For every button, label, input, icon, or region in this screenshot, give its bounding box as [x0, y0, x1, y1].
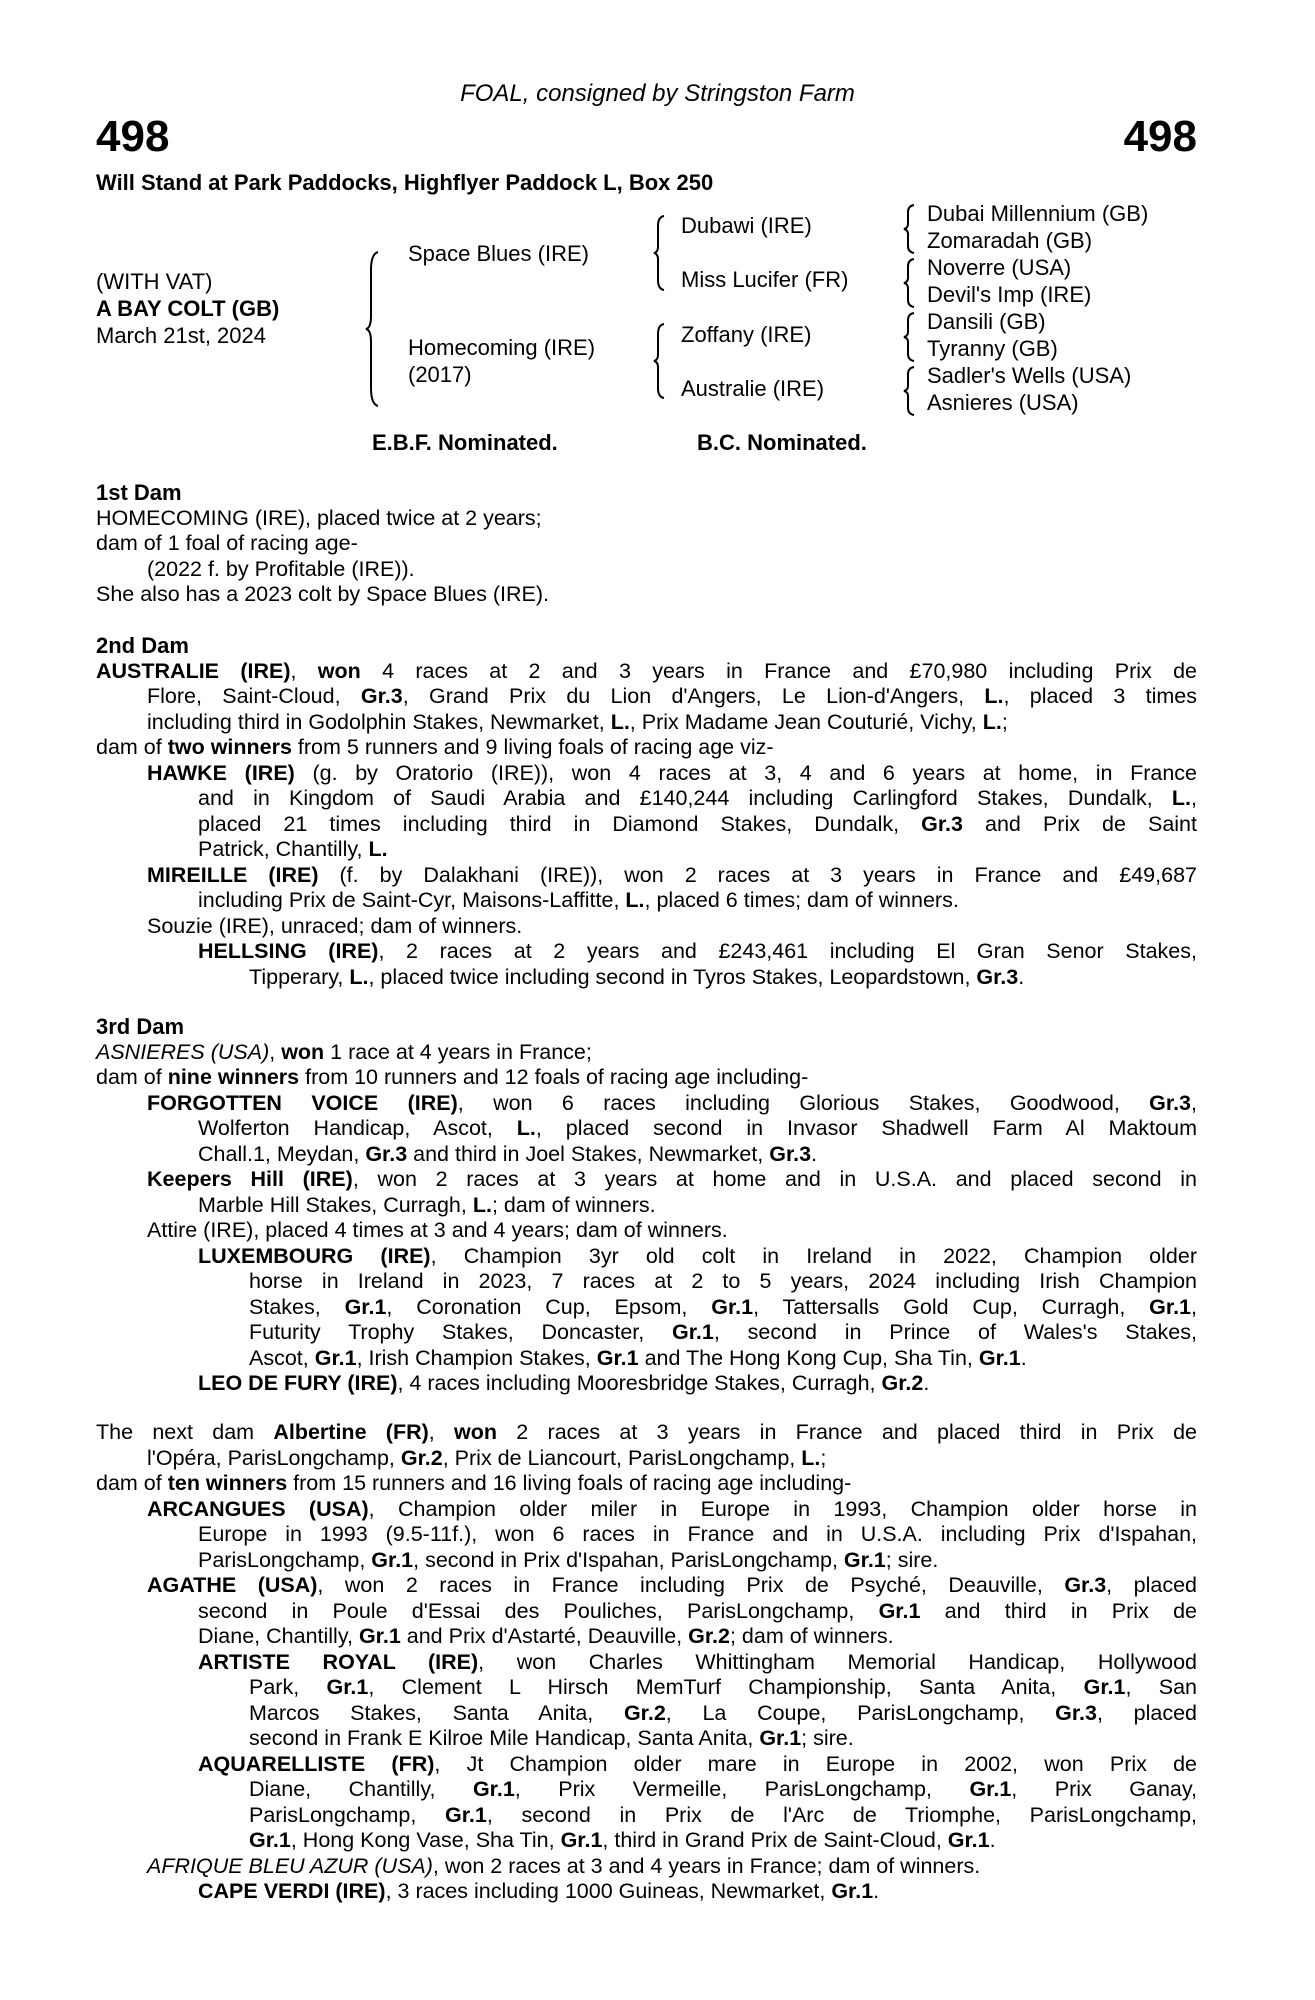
text-line — [96, 1471, 1197, 1497]
italic-text: ASNIERES (USA) — [96, 1039, 270, 1064]
dam: Homecoming (IRE) — [408, 335, 596, 360]
text-line — [96, 531, 1197, 557]
bold-text: Albertine (FR) — [273, 1420, 429, 1444]
text: , 2 races at 2 years and £243,461 including El Gran Senor Stakes, — [378, 939, 1197, 963]
pedigree-entry — [0, 1091, 1315, 1168]
brace-icon — [904, 258, 916, 308]
text: , second in Prix de l'Arc de Triomphe, ParisLongchamp, — [486, 1802, 1197, 1827]
bold-text: Gr.1 — [831, 1879, 874, 1903]
bold-text: Gr.1 — [560, 1828, 603, 1852]
text: Stakes, — [249, 1294, 345, 1319]
pedigree-entry — [0, 1854, 1315, 1880]
text: Europe in 1993 (9.5-11f.), won 6 races in France and in U.S.A. including Prix d'Ispahan, — [198, 1522, 1197, 1546]
text-line — [198, 1624, 1197, 1650]
text: , Irish Champion Stakes, — [356, 1345, 597, 1370]
text: dam of — [96, 1065, 168, 1089]
text-line — [147, 1218, 1197, 1244]
bold-text: ten winners — [167, 1471, 288, 1495]
text-line — [147, 710, 1197, 736]
great-grandparent: Dubai Millennium (GB) — [927, 201, 1149, 226]
bold-text: Gr.2 — [400, 1445, 443, 1470]
section-heading: 1st Dam — [96, 480, 182, 505]
text-line — [198, 1193, 1197, 1219]
text: , Clement L Hirsch MemTurf Championship, Santa Anita, — [368, 1675, 1084, 1699]
pedigree-entry — [0, 506, 1315, 532]
pedigree-entry — [0, 1879, 1315, 1905]
text: , Tattersalls Gold Cup, Curragh, — [753, 1294, 1150, 1319]
section-heading: 2nd Dam — [96, 633, 189, 658]
dam-year: (2017) — [408, 362, 472, 387]
bold-text: L. — [610, 709, 630, 734]
text: and Prix d'Astarté, Deauville, — [400, 1624, 689, 1648]
text: and The Hong Kong Cup, Sha Tin, — [638, 1345, 979, 1370]
great-grandparent: Dansili (GB) — [927, 309, 1046, 334]
pedigree-entry — [0, 1371, 1315, 1397]
text: , placed — [1096, 1700, 1197, 1725]
text: , won Charles Whittingham Memorial Handicap, Hollywood — [478, 1649, 1198, 1674]
bold-text: Gr.1 — [344, 1294, 387, 1319]
text: ; sire. — [885, 1547, 939, 1572]
text-line — [147, 1091, 1197, 1117]
great-grandparent: Tyranny (GB) — [927, 336, 1058, 361]
text-line — [198, 1650, 1197, 1676]
bold-text: Gr.3 — [365, 1141, 408, 1166]
text: Ascot, — [249, 1345, 315, 1370]
text: and Prix de Saint — [962, 811, 1197, 836]
pedigree-entry — [0, 1650, 1315, 1752]
text: , third in Grand Prix de Saint-Cloud, — [602, 1828, 948, 1852]
2nd-dam-section — [0, 633, 1315, 990]
bold-text: L. — [349, 964, 369, 989]
text: and third in Joel Stakes, Newmarket, — [407, 1141, 770, 1166]
bc-nomination: B.C. Nominated. — [697, 430, 867, 455]
text: , Prix de Liancourt, ParisLongchamp, — [442, 1445, 802, 1470]
text: The next dam — [96, 1420, 274, 1444]
bold-text: Gr.1 — [371, 1547, 414, 1572]
bold-text: Gr.1 — [596, 1345, 639, 1370]
text-line — [198, 1548, 1197, 1574]
text: (g. by Oratorio (IRE)), won 4 races at 3, 4 and 6 years at home, in France — [294, 760, 1197, 785]
text-line — [147, 1854, 1197, 1880]
text-line — [147, 914, 1197, 940]
text: ; — [820, 1445, 827, 1470]
great-grandparent: Noverre (USA) — [927, 255, 1072, 280]
text-line — [96, 506, 1197, 532]
text: Tipperary, — [249, 964, 350, 989]
text: from 15 runners and 16 living foals of racing age including- — [287, 1471, 852, 1495]
pedigree-entry — [0, 1167, 1315, 1218]
bold-text: HELLSING (IRE) — [198, 939, 379, 963]
bold-text: won — [317, 658, 361, 683]
text: and third in Prix de — [920, 1598, 1197, 1623]
text: , — [1191, 1090, 1197, 1115]
brace-icon — [904, 366, 916, 416]
text: HOMECOMING (IRE), placed twice at 2 years; — [96, 505, 542, 530]
vat-note: (WITH VAT) — [96, 269, 213, 294]
text-line — [198, 1752, 1197, 1778]
sire-dam: Miss Lucifer (FR) — [681, 267, 849, 292]
text: . — [1020, 1345, 1027, 1370]
text: 2 races at 3 years in France and placed third in Prix de — [497, 1420, 1197, 1444]
text-line — [249, 1777, 1197, 1803]
bold-text: L. — [984, 684, 1004, 708]
bold-text: CAPE VERDI (IRE) — [198, 1879, 386, 1903]
text: placed 21 times including third in Diamond Stakes, Dundalk, — [198, 811, 922, 836]
text: including Prix de Saint-Cyr, Maisons-Laffitte, — [198, 888, 626, 912]
bold-text: Gr.1 — [249, 1828, 291, 1852]
text-line — [147, 557, 1197, 583]
text-line — [96, 735, 1197, 761]
text: , Champion older miler in Europe in 1993, Champion older horse in — [368, 1496, 1198, 1521]
foaling-date: March 21st, 2024 — [96, 323, 266, 348]
text: , won 2 races at 3 years at home and in U.S.A. and placed second in — [352, 1167, 1197, 1191]
text-line — [198, 1599, 1197, 1625]
brace-icon — [654, 322, 666, 400]
bold-text: Gr.1 — [969, 1777, 1012, 1801]
text-line — [147, 684, 1197, 710]
text: , second in Prix d'Ispahan, ParisLongchamp, — [413, 1547, 844, 1572]
text-line — [198, 1371, 1197, 1397]
bold-text: won — [454, 1420, 498, 1444]
text: . — [811, 1141, 818, 1166]
bold-text: Gr.3 — [921, 811, 963, 836]
bold-text: AQUARELLISTE (FR) — [198, 1751, 435, 1776]
3rd-dam-section — [0, 1014, 1315, 1397]
text-line — [147, 1497, 1197, 1523]
horse-name: A BAY COLT (GB) — [96, 296, 280, 321]
pedigree-entry — [0, 914, 1315, 940]
brace-icon — [904, 312, 916, 362]
bold-text: nine winners — [167, 1065, 300, 1089]
text: and in Kingdom of Saudi Arabia and £140,244 including Carlingford Stakes, Dundalk, — [198, 786, 1172, 810]
text: , — [1191, 1294, 1197, 1319]
pedigree-entry — [0, 939, 1315, 990]
ebf-nomination: E.B.F. Nominated. — [372, 430, 558, 455]
text: , — [428, 1420, 455, 1444]
text-line — [249, 1701, 1197, 1727]
pedigree-entry — [0, 735, 1315, 761]
text: , Prix Ganay, — [1011, 1777, 1197, 1801]
text: , La Coupe, ParisLongchamp, — [665, 1700, 1056, 1725]
pedigree-entry — [0, 863, 1315, 914]
bold-text: Gr.3 — [1149, 1090, 1192, 1115]
text-line — [249, 1346, 1197, 1372]
text-line — [96, 1420, 1197, 1446]
next-dam-section — [0, 1420, 1315, 1905]
pedigree-entry — [0, 761, 1315, 863]
section-heading: 3rd Dam — [96, 1014, 185, 1039]
bold-text: LEO DE FURY (IRE) — [198, 1371, 398, 1395]
text: ; sire. — [801, 1726, 854, 1750]
pedigree-entry — [0, 1471, 1315, 1497]
bold-text: L. — [625, 888, 645, 912]
pedigree-entry — [0, 1497, 1315, 1574]
bold-text: AUSTRALIE (IRE) — [96, 658, 291, 683]
text: (f. by Dalakhani (IRE)), won 2 races at 3 years in France and £49,687 — [318, 862, 1197, 887]
text: , — [1191, 786, 1197, 810]
lot-number-right: 498 — [1123, 112, 1197, 161]
text-line — [147, 1446, 1197, 1472]
great-grandparent: Sadler's Wells (USA) — [927, 363, 1132, 388]
text: , 4 races including Mooresbridge Stakes, Curragh, — [397, 1371, 882, 1395]
bold-text: two winners — [167, 735, 292, 759]
text: l'Opéra, ParisLongchamp, — [147, 1445, 401, 1470]
pedigree-entry — [0, 1218, 1315, 1244]
text-line — [198, 786, 1197, 812]
text: Marcos Stakes, Santa Anita, — [249, 1700, 624, 1725]
bold-text: Gr.1 — [672, 1320, 714, 1344]
text: Patrick, Chantilly, — [198, 837, 369, 861]
bold-text: MIREILLE (IRE) — [147, 862, 319, 887]
bold-text: won — [281, 1039, 325, 1064]
text: . — [873, 1879, 880, 1903]
great-grandparent: Zomaradah (GB) — [927, 228, 1093, 253]
text-line — [249, 1726, 1197, 1752]
text-line — [249, 1269, 1197, 1295]
text: , second in Prince of Wales's Stakes, — [713, 1320, 1197, 1344]
bold-text: Gr.1 — [878, 1598, 921, 1623]
text-line — [198, 1879, 1197, 1905]
text: , placed second in Invasor Shadwell Farm Al Maktoum — [535, 1116, 1197, 1140]
text: horse in Ireland in 2023, 7 races at 2 to 5 years, 2024 including Irish Champion — [249, 1269, 1197, 1293]
text: Diane, Chantilly, — [198, 1624, 359, 1648]
bold-text: Gr.1 — [1083, 1675, 1126, 1699]
bold-text: LUXEMBOURG (IRE) — [198, 1243, 431, 1268]
text: dam of — [96, 735, 168, 759]
brace-icon — [654, 214, 666, 292]
text: Wolferton Handicap, Ascot, — [198, 1116, 517, 1140]
text: Diane, Chantilly, — [249, 1777, 473, 1801]
text-line — [96, 1065, 1197, 1091]
text: Park, — [249, 1675, 327, 1699]
text: , — [290, 658, 318, 683]
text-line — [96, 659, 1197, 685]
text: , won 2 races at 3 and 4 years in France; dam of winners. — [432, 1853, 981, 1878]
text: Marble Hill Stakes, Curragh, — [198, 1192, 473, 1217]
bold-text: Keepers Hill (IRE) — [147, 1167, 353, 1191]
bold-text: Gr.3 — [769, 1141, 812, 1166]
bold-text: Gr.1 — [444, 1802, 487, 1827]
text: Souzie (IRE), unraced; dam of winners. — [147, 913, 523, 938]
text: . — [1018, 964, 1025, 989]
text: , Jt Champion older mare in Europe in 2002, won Prix de — [434, 1751, 1197, 1776]
text-line — [147, 863, 1197, 889]
text: second in Poule d'Essai des Pouliches, ParisLongchamp, — [198, 1598, 879, 1623]
bold-text: FORGOTTEN VOICE (IRE) — [147, 1090, 458, 1115]
text: ParisLongchamp, — [249, 1802, 445, 1827]
text: . — [989, 1828, 996, 1852]
text: , placed twice including second in Tyros Stakes, Leopardstown, — [368, 964, 977, 989]
text-line — [147, 761, 1197, 787]
bold-text: Gr.1 — [978, 1345, 1021, 1370]
pedigree-entry — [0, 1420, 1315, 1471]
text: , Grand Prix du Lion d'Angers, Le Lion-d'Angers, — [402, 684, 985, 708]
text: , placed 3 times — [1003, 684, 1198, 708]
bold-text: Gr.3 — [1055, 1700, 1097, 1725]
text: Chall.1, Meydan, — [198, 1141, 366, 1166]
pedigree-entry — [0, 582, 1315, 608]
bold-text: Gr.3 — [976, 964, 1019, 989]
bold-text: Gr.1 — [711, 1294, 754, 1319]
text-line — [249, 1320, 1197, 1346]
bold-text: Gr.1 — [358, 1624, 401, 1648]
text: (2022 f. by Profitable (IRE)). — [147, 556, 415, 581]
bold-text: HAWKE (IRE) — [147, 760, 295, 785]
pedigree-entry — [0, 1752, 1315, 1854]
bold-text: Gr.1 — [472, 1777, 515, 1801]
text: Attire (IRE), placed 4 times at 3 and 4 years; dam of winners. — [147, 1218, 728, 1242]
text-line — [198, 812, 1197, 838]
text: second in Frank E Kilroe Mile Handicap, Santa Anita, — [249, 1726, 760, 1750]
consignment-header: FOAL, consigned by Stringston Farm — [460, 80, 855, 107]
text: 4 races at 2 and 3 years in France and £70,980 including Prix de — [360, 658, 1197, 683]
text: , Champion 3yr old colt in Ireland in 2022, Champion older — [430, 1243, 1197, 1268]
bold-text: Gr.3 — [360, 684, 403, 708]
bold-text: Gr.2 — [881, 1371, 924, 1395]
text-line — [198, 888, 1197, 914]
dam-sire: Zoffany (IRE) — [681, 322, 812, 347]
bold-text: L. — [368, 837, 388, 861]
bold-text: L. — [516, 1116, 536, 1140]
sire-sire: Dubawi (IRE) — [681, 213, 812, 238]
sire: Space Blues (IRE) — [408, 241, 589, 266]
italic-text: AFRIQUE BLEU AZUR (USA) — [147, 1853, 433, 1878]
bold-text: Gr.1 — [326, 1675, 369, 1699]
bold-text: Gr.1 — [759, 1726, 802, 1750]
great-grandparent: Devil's Imp (IRE) — [927, 282, 1092, 307]
pedigree-entry — [0, 1573, 1315, 1650]
text: Futurity Trophy Stakes, Doncaster, — [249, 1320, 673, 1344]
text: ParisLongchamp, — [198, 1547, 372, 1572]
bold-text: L. — [982, 709, 1002, 734]
bold-text: Gr.2 — [623, 1700, 666, 1725]
text: , Hong Kong Vase, Sha Tin, — [290, 1828, 561, 1852]
text: , Prix Madame Jean Couturié, Vichy, — [629, 709, 983, 734]
text-line — [198, 837, 1197, 863]
text: , San — [1125, 1675, 1198, 1699]
text: from 10 runners and 12 foals of racing age including- — [299, 1065, 809, 1089]
pedigree-entry — [0, 531, 1315, 557]
text: including third in Godolphin Stakes, Newmarket, — [147, 709, 611, 734]
text: dam of — [96, 1471, 168, 1495]
text-line — [249, 1295, 1197, 1321]
bold-text: Gr.1 — [947, 1828, 990, 1852]
text: 1 race at 4 years in France; — [324, 1039, 592, 1064]
text: . — [923, 1371, 930, 1395]
text-line — [249, 1828, 1197, 1854]
text: ; dam of winners. — [491, 1192, 656, 1217]
bold-text: Gr.1 — [1149, 1294, 1192, 1319]
text: dam of 1 foal of racing age- — [96, 531, 358, 555]
bold-text: Gr.2 — [688, 1624, 730, 1648]
pedigree-entry — [0, 1244, 1315, 1372]
stabling-location: Will Stand at Park Paddocks, Highflyer Paddock L, Box 250 — [96, 170, 714, 195]
text-line — [147, 1167, 1197, 1193]
text: , won 2 races in France including Prix de Psyché, Deauville, — [317, 1573, 1065, 1597]
bold-text: ARCANGUES (USA) — [147, 1496, 369, 1521]
text-line — [198, 1522, 1197, 1548]
bold-text: Gr.3 — [1064, 1573, 1107, 1597]
pedigree-entry — [0, 557, 1315, 583]
text-line — [96, 582, 1197, 608]
bold-text: AGATHE (USA) — [147, 1573, 318, 1597]
text: , placed 6 times; dam of winners. — [644, 888, 959, 912]
pedigree-entry — [0, 659, 1315, 736]
text: ; dam of winners. — [729, 1624, 894, 1648]
bold-text: L. — [1171, 786, 1192, 810]
text: , — [269, 1039, 282, 1064]
text: , Prix Vermeille, ParisLongchamp, — [514, 1777, 970, 1801]
bold-text: Gr.1 — [843, 1547, 886, 1572]
text-line — [198, 1116, 1197, 1142]
brace-icon — [366, 250, 380, 408]
great-grandparent: Asnieres (USA) — [927, 390, 1079, 415]
bold-text: ARTISTE ROYAL (IRE) — [198, 1649, 479, 1674]
text: She also has a 2023 colt by Space Blues (IRE). — [96, 582, 549, 606]
1st-dam-section — [0, 480, 1315, 608]
dam-dam: Australie (IRE) — [681, 376, 825, 401]
text: , Coronation Cup, Epsom, — [386, 1294, 712, 1319]
text: from 5 runners and 9 living foals of racing age viz- — [291, 735, 774, 759]
brace-icon — [904, 204, 916, 254]
text-line — [96, 1040, 1197, 1066]
bold-text: L. — [472, 1192, 492, 1217]
text: , placed — [1106, 1573, 1197, 1597]
bold-text: L. — [801, 1445, 821, 1470]
text-line — [249, 1675, 1197, 1701]
lot-number-left: 498 — [96, 112, 170, 161]
text: , won 6 races including Glorious Stakes, Goodwood, — [457, 1090, 1150, 1115]
text: Flore, Saint-Cloud, — [147, 684, 361, 708]
text-line — [147, 1573, 1197, 1599]
pedigree-entry — [0, 1040, 1315, 1066]
text-line — [198, 1142, 1197, 1168]
pedigree-entry — [0, 1065, 1315, 1091]
text-line — [249, 965, 1197, 991]
text-line — [198, 1244, 1197, 1270]
bold-text: Gr.1 — [314, 1345, 357, 1370]
text: ; — [1001, 709, 1008, 734]
text-line — [198, 939, 1197, 965]
text: , 3 races including 1000 Guineas, Newmarket, — [385, 1879, 832, 1903]
text-line — [249, 1803, 1197, 1829]
